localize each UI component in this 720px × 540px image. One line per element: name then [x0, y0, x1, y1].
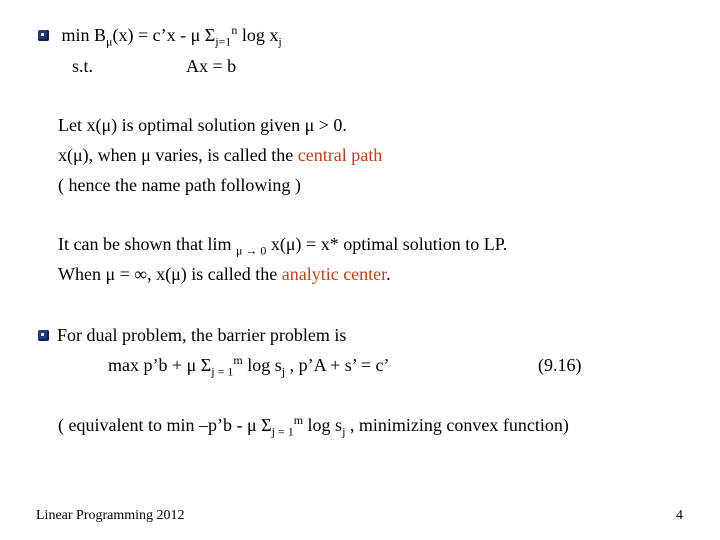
path-following-note: ( hence the name path following ) [58, 175, 301, 195]
equiv-text-2: log s [303, 415, 343, 435]
limit-sub: μ → 0 [235, 243, 267, 258]
analytic-center-period: . [386, 264, 391, 284]
dual-problem-text: For dual problem, the barrier problem is [57, 325, 347, 345]
objective-text-3: log x [237, 25, 279, 45]
equation-number: (9.16) [538, 355, 582, 375]
dual-eq-text-3: , p’A + s’ = c’ [285, 355, 390, 375]
objective-sub-mu: μ [106, 34, 113, 49]
equiv-sup: m [293, 413, 304, 427]
equivalent-statement [58, 413, 569, 439]
dual-problem-heading [38, 324, 346, 346]
footer-title: Linear Programming 2012 [36, 508, 185, 523]
objective-sub-index: j=1 [215, 34, 232, 49]
central-path-statement [58, 144, 382, 166]
objective-line [38, 23, 282, 49]
limit-text-2: x(μ) = x* optimal solution to LP. [266, 234, 508, 254]
dual-barrier-equation [108, 353, 390, 379]
constraint-equation: Ax = b [186, 56, 237, 76]
bullet-icon [38, 330, 49, 341]
analytic-center-term: analytic center [281, 264, 387, 284]
dual-eq-text-1: max p’b + μ Σ [108, 355, 212, 375]
page-number: 4 [676, 508, 683, 523]
equiv-sub: j = 1 [271, 424, 294, 439]
objective-text-2: (x) = c’x - μ Σ [112, 25, 216, 45]
dual-eq-text-2: log s [242, 355, 282, 375]
analytic-center-statement [58, 263, 391, 285]
objective-sub-j: j [278, 34, 282, 49]
central-path-term: central path [297, 145, 383, 165]
objective-sup-n: n [231, 23, 238, 37]
objective-text-1: min B [61, 25, 107, 45]
dual-eq-sub: j = 1 [211, 364, 234, 379]
dual-eq-sup: m [233, 353, 243, 367]
constraint-label: s.t. [72, 56, 94, 76]
bullet-icon [38, 30, 49, 41]
limit-statement [58, 233, 508, 258]
analytic-center-text: When μ = ∞, x(μ) is called the [58, 264, 282, 284]
optimal-solution-statement: Let x(μ) is optimal solution given μ > 0. [58, 115, 347, 135]
equiv-text-3: , minimizing convex function) [345, 415, 569, 435]
equiv-text-1: ( equivalent to min –p’b - μ Σ [58, 415, 272, 435]
central-path-text: x(μ), when μ varies, is called the [58, 145, 298, 165]
equiv-sub-j: j [342, 424, 346, 439]
limit-text-1: It can be shown that lim [58, 234, 236, 254]
dual-eq-sub-j: j [281, 364, 286, 379]
